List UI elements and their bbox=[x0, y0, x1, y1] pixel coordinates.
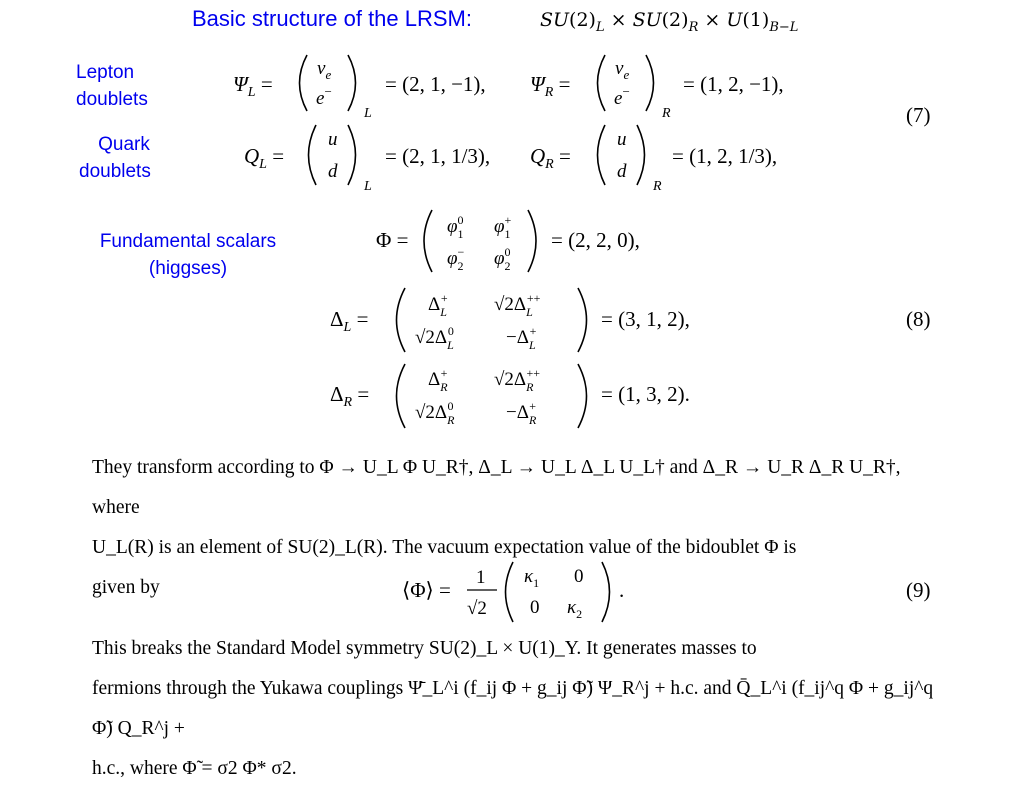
svg-text:QL =: $Q_L$ = bbox=[244, 144, 285, 172]
psi-R-equation bbox=[530, 55, 784, 121]
svg-text:e−: e− bbox=[316, 84, 332, 109]
lepton-label-line2: doublets bbox=[76, 89, 148, 110]
svg-text:e−: e− bbox=[614, 84, 630, 109]
eq8-number: (8) bbox=[906, 307, 931, 331]
svg-text:ΨL =: $\Psi_L$ = bbox=[233, 72, 273, 100]
svg-text:φ1+: $\varphi_1+$ bbox=[494, 213, 512, 241]
paragraph2-line2: fermions through the Yukawa couplings Ψ̄_L^i (f_ij Φ + g_ij Φ̃) Ψ_R^j + h.c. and Q̄_L^i (f_ij^q Φ + g_ij^q Φ̃) Q_R^j + bbox=[92, 678, 934, 739]
eq7-number: (7) bbox=[906, 103, 931, 127]
title-gauge-group: $SU(2)_L \times SU(2)_R \times U(1)_{B-L}$ bbox=[540, 9, 799, 35]
svg-text:√2ΔR++: $√2\Delta_R++$ bbox=[494, 366, 541, 394]
svg-text:Φ =: Φ = bbox=[376, 228, 409, 252]
svg-text:ΨR =: $\Psi_R$ = bbox=[530, 72, 571, 100]
phi-equation bbox=[376, 210, 640, 273]
svg-text:φ20: $\varphi_20$ bbox=[494, 245, 511, 273]
Q-R-rep: = (1, 2, 1/3), bbox=[672, 144, 778, 168]
delta-L-equation bbox=[330, 288, 690, 352]
svg-text:ΔL =: $\Delta_L$ = bbox=[330, 307, 369, 335]
svg-text:√2ΔL++: $√2\Delta_L++$ bbox=[494, 291, 541, 319]
svg-text:1: 1 bbox=[476, 567, 486, 588]
phi-rep: = (2, 2, 0), bbox=[551, 228, 640, 252]
Q-R-equation bbox=[530, 125, 777, 194]
paragraph2-line1: This breaks the Standard Model symmetry SU(2)_L × U(1)_Y. It generates masses to bbox=[92, 638, 757, 659]
paragraph1-line3: given by bbox=[92, 577, 160, 598]
paragraph-yukawa bbox=[92, 629, 940, 789]
svg-text:⟨Φ⟩ =: ⟨Φ⟩ = bbox=[402, 578, 451, 602]
delta-R-rep: = (1, 3, 2). bbox=[601, 382, 690, 406]
quark-label-line2: doublets bbox=[79, 161, 151, 182]
paragraph1-line2: U_L(R) is an element of SU(2)_L(R). The vacuum expectation value of the bidoublet Φ is bbox=[92, 537, 797, 558]
delta-R-equation bbox=[330, 364, 690, 428]
svg-text:0: 0 bbox=[530, 597, 540, 618]
svg-text:φ2−: $\varphi_2-$ bbox=[447, 245, 465, 273]
paragraph-transform bbox=[92, 448, 940, 608]
svg-text:u: u bbox=[328, 129, 338, 150]
svg-text:√2ΔR0: $√2\Delta_R0$ bbox=[415, 399, 455, 427]
svg-text:ΔL+: $\Delta_L+$ bbox=[428, 291, 448, 319]
psi-R-rep: = (1, 2, −1), bbox=[683, 72, 784, 96]
delta-L-rep: = (3, 1, 2), bbox=[601, 307, 690, 331]
svg-text:ΔR+: $\Delta_R+$ bbox=[428, 366, 448, 394]
svg-text:−ΔL+: $-\Delta_L+$ bbox=[506, 324, 537, 352]
paragraph2-line3: h.c., where Φ̃ = σ2 Φ* σ2. bbox=[92, 758, 297, 779]
svg-text:κ1: $\kappa_1$ bbox=[524, 566, 540, 590]
svg-text:νe: $\nu_e$ bbox=[317, 58, 332, 82]
svg-text:u: u bbox=[617, 129, 627, 150]
svg-text:R: R bbox=[653, 179, 662, 194]
Q-L-rep: = (2, 1, 1/3), bbox=[385, 144, 491, 168]
svg-text:0: 0 bbox=[574, 566, 584, 587]
svg-text:√2: √2 bbox=[467, 598, 487, 619]
scalars-label-line2: (higgses) bbox=[148, 258, 228, 279]
svg-text:ΔR =: $\Delta_R$ = bbox=[330, 382, 370, 410]
svg-text:QR =: $Q_R$ = bbox=[530, 144, 571, 172]
lepton-label-line1: Lepton bbox=[76, 62, 135, 83]
svg-text:L: L bbox=[364, 179, 372, 194]
svg-text:d: d bbox=[617, 161, 627, 182]
eq9-number: (9) bbox=[906, 578, 931, 602]
svg-text:R: R bbox=[662, 106, 671, 121]
svg-text:.: . bbox=[619, 578, 625, 602]
svg-text:√2ΔL0: $√2\Delta_L0$ bbox=[415, 324, 454, 352]
paragraph1-line1: They transform according to Φ → U_L Φ U_R†, Δ_L → U_L Δ_L U_L† and Δ_R → U_R Δ_R U_R†, where bbox=[92, 457, 901, 518]
svg-text:L: L bbox=[364, 106, 372, 121]
quark-label-line1: Quark bbox=[98, 134, 150, 155]
Q-L-equation bbox=[244, 125, 490, 194]
svg-text:φ10: $\varphi_10$ bbox=[447, 213, 464, 241]
psi-L-rep: = (2, 1, −1), bbox=[385, 72, 486, 96]
svg-text:−ΔR+: $-\Delta_R+$ bbox=[506, 399, 537, 427]
scalars-label-line1: Fundamental scalars bbox=[99, 231, 277, 252]
svg-text:d: d bbox=[328, 161, 338, 182]
svg-text:κ2: $\kappa_2$ bbox=[567, 597, 583, 621]
slide-title: Basic structure of the LRSM: bbox=[192, 6, 472, 31]
svg-text:νe: $\nu_e$ bbox=[615, 58, 630, 82]
psi-L-equation bbox=[233, 55, 486, 121]
